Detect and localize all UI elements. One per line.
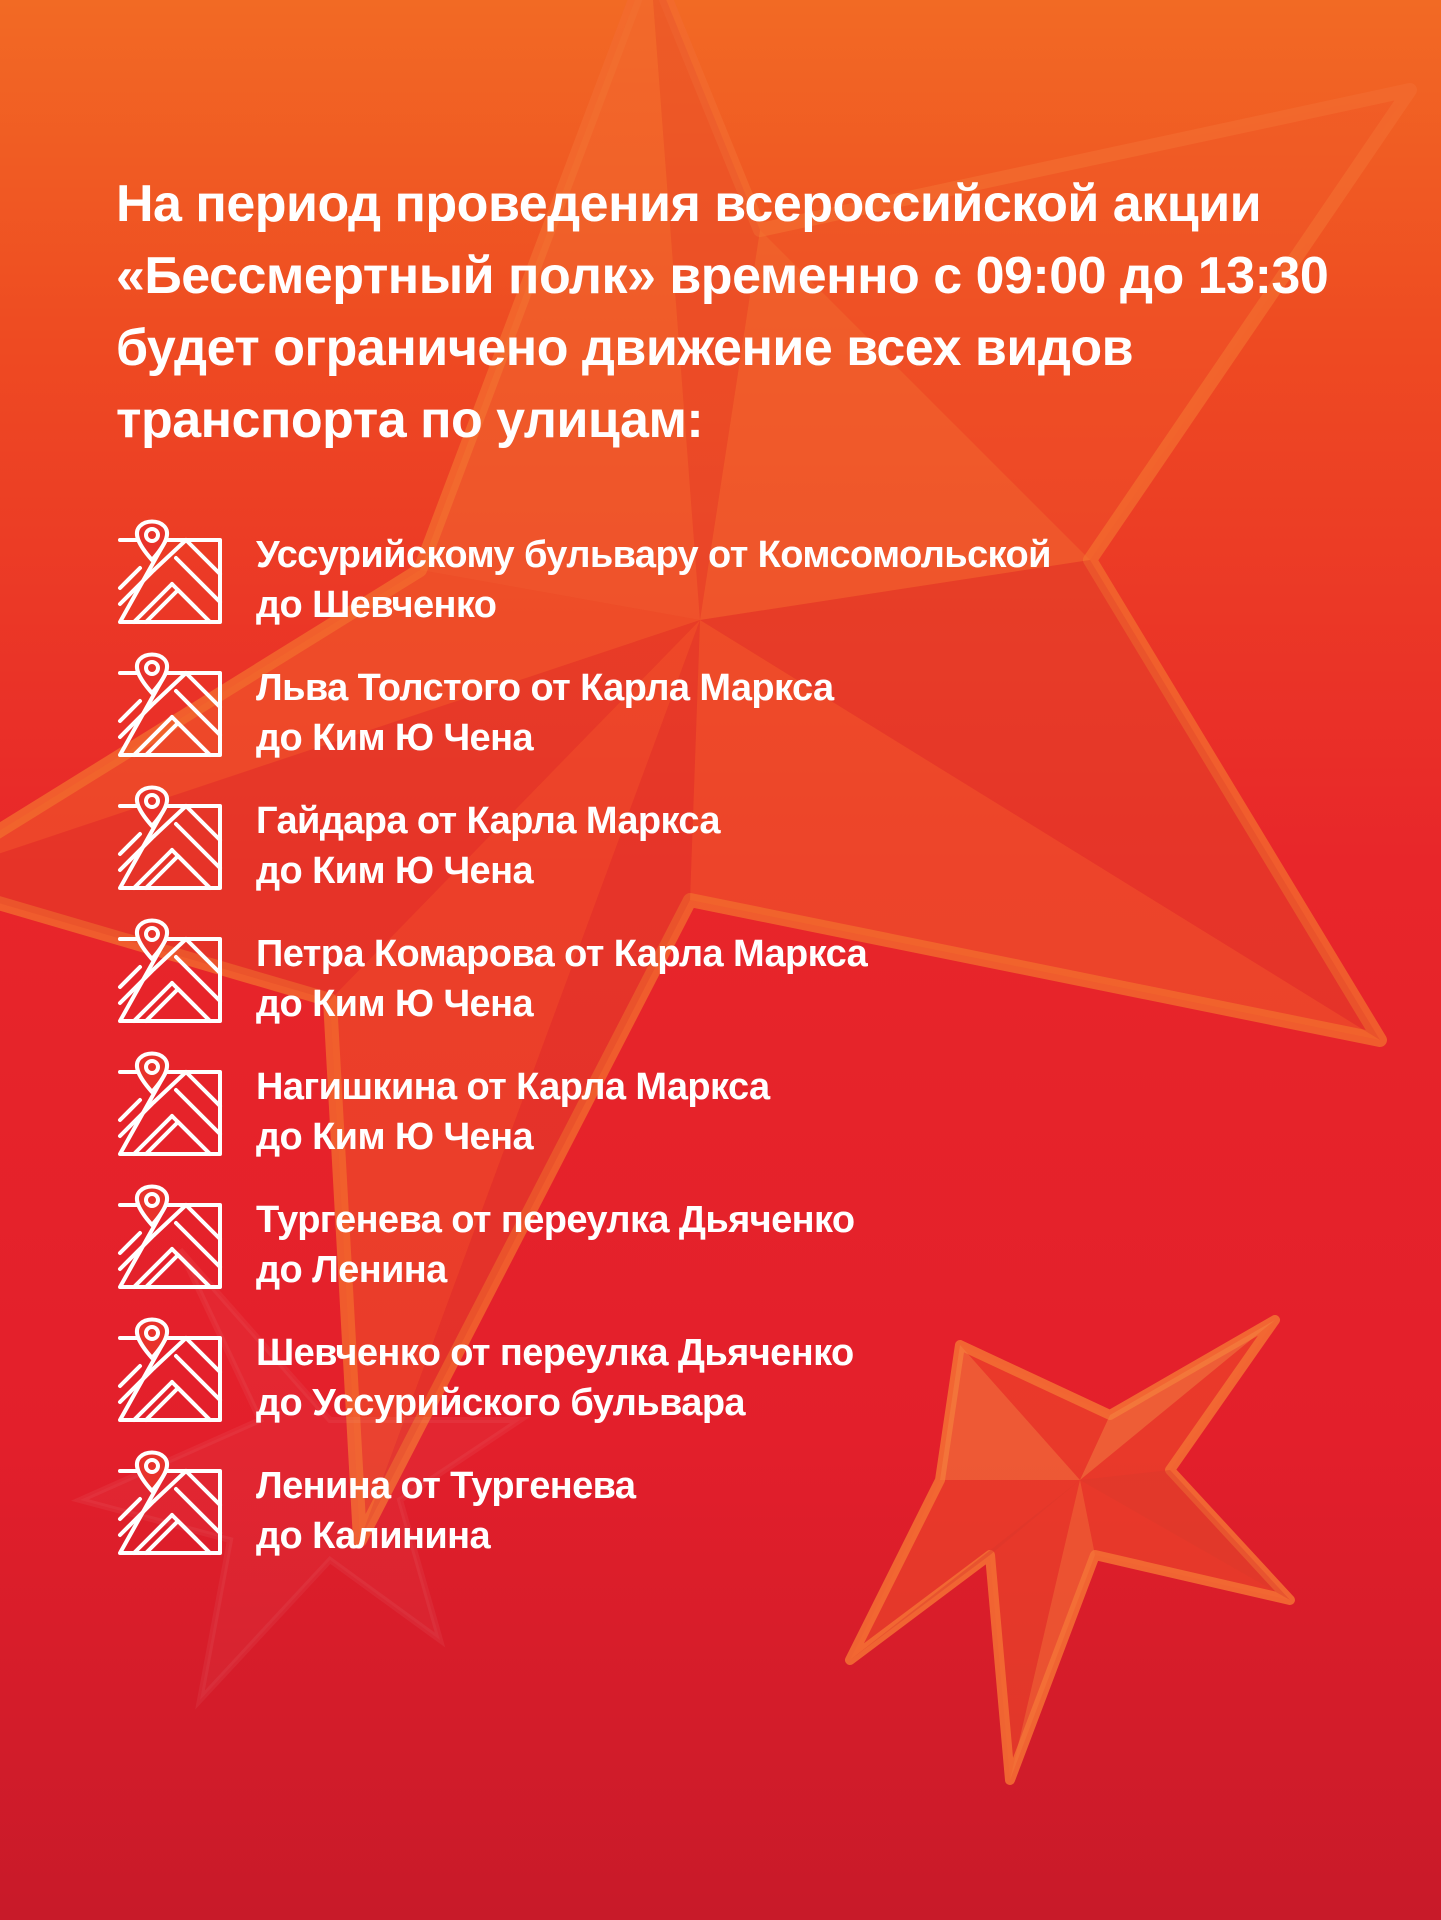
street-list	[116, 518, 1316, 1582]
street-text	[256, 796, 1256, 896]
street-line-1: Нагишкина от Карла Маркса	[256, 1066, 770, 1108]
street-item	[116, 1449, 1316, 1582]
street-line-2: до Ким Ю Чена	[256, 983, 533, 1025]
street-line-2: до Ленина	[256, 1249, 447, 1291]
heading-line: будет ограничено движение всех видов	[116, 319, 1134, 377]
street-item	[116, 1316, 1316, 1449]
street-line-1: Шевченко от переулка Дьяченко	[256, 1332, 854, 1374]
street-item	[116, 1050, 1316, 1183]
map-pin-icon	[116, 917, 224, 1025]
heading-line: транспорта по улицам:	[116, 391, 704, 449]
street-line-1: Уссурийскому бульвару от Комсомольской	[256, 534, 1051, 576]
map-pin-icon	[116, 1449, 224, 1557]
map-pin-icon	[116, 1183, 224, 1291]
street-item	[116, 1183, 1316, 1316]
heading-line: На период проведения всероссийской акции	[116, 175, 1262, 233]
street-text	[256, 663, 1256, 763]
street-text	[256, 1062, 1256, 1162]
map-pin-icon	[116, 784, 224, 892]
street-line-2: до Уссурийского бульвара	[256, 1382, 745, 1424]
map-pin-icon	[116, 518, 224, 626]
street-text	[256, 530, 1256, 630]
street-line-2: до Шевченко	[256, 584, 497, 626]
street-item	[116, 651, 1316, 784]
street-line-2: до Ким Ю Чена	[256, 717, 533, 759]
street-text	[256, 929, 1256, 1029]
street-item	[116, 518, 1316, 651]
heading-line: «Бессмертный полк» временно с 09:00 до 13:30	[116, 247, 1329, 305]
street-line-2: до Калинина	[256, 1515, 490, 1557]
map-pin-icon	[116, 1050, 224, 1158]
street-text	[256, 1195, 1256, 1295]
street-line-1: Ленина от Тургенева	[256, 1465, 636, 1507]
street-item	[116, 784, 1316, 917]
street-line-2: до Ким Ю Чена	[256, 1116, 533, 1158]
street-item	[116, 917, 1316, 1050]
map-pin-icon	[116, 651, 224, 759]
announcement-heading	[116, 168, 1336, 456]
street-line-1: Гайдара от Карла Маркса	[256, 800, 720, 842]
street-text	[256, 1461, 1256, 1561]
map-pin-icon	[116, 1316, 224, 1424]
street-line-1: Петра Комарова от Карла Маркса	[256, 933, 868, 975]
street-line-2: до Ким Ю Чена	[256, 850, 533, 892]
street-line-1: Тургенева от переулка Дьяченко	[256, 1199, 855, 1241]
street-text	[256, 1328, 1256, 1428]
street-line-1: Льва Толстого от Карла Маркса	[256, 667, 834, 709]
